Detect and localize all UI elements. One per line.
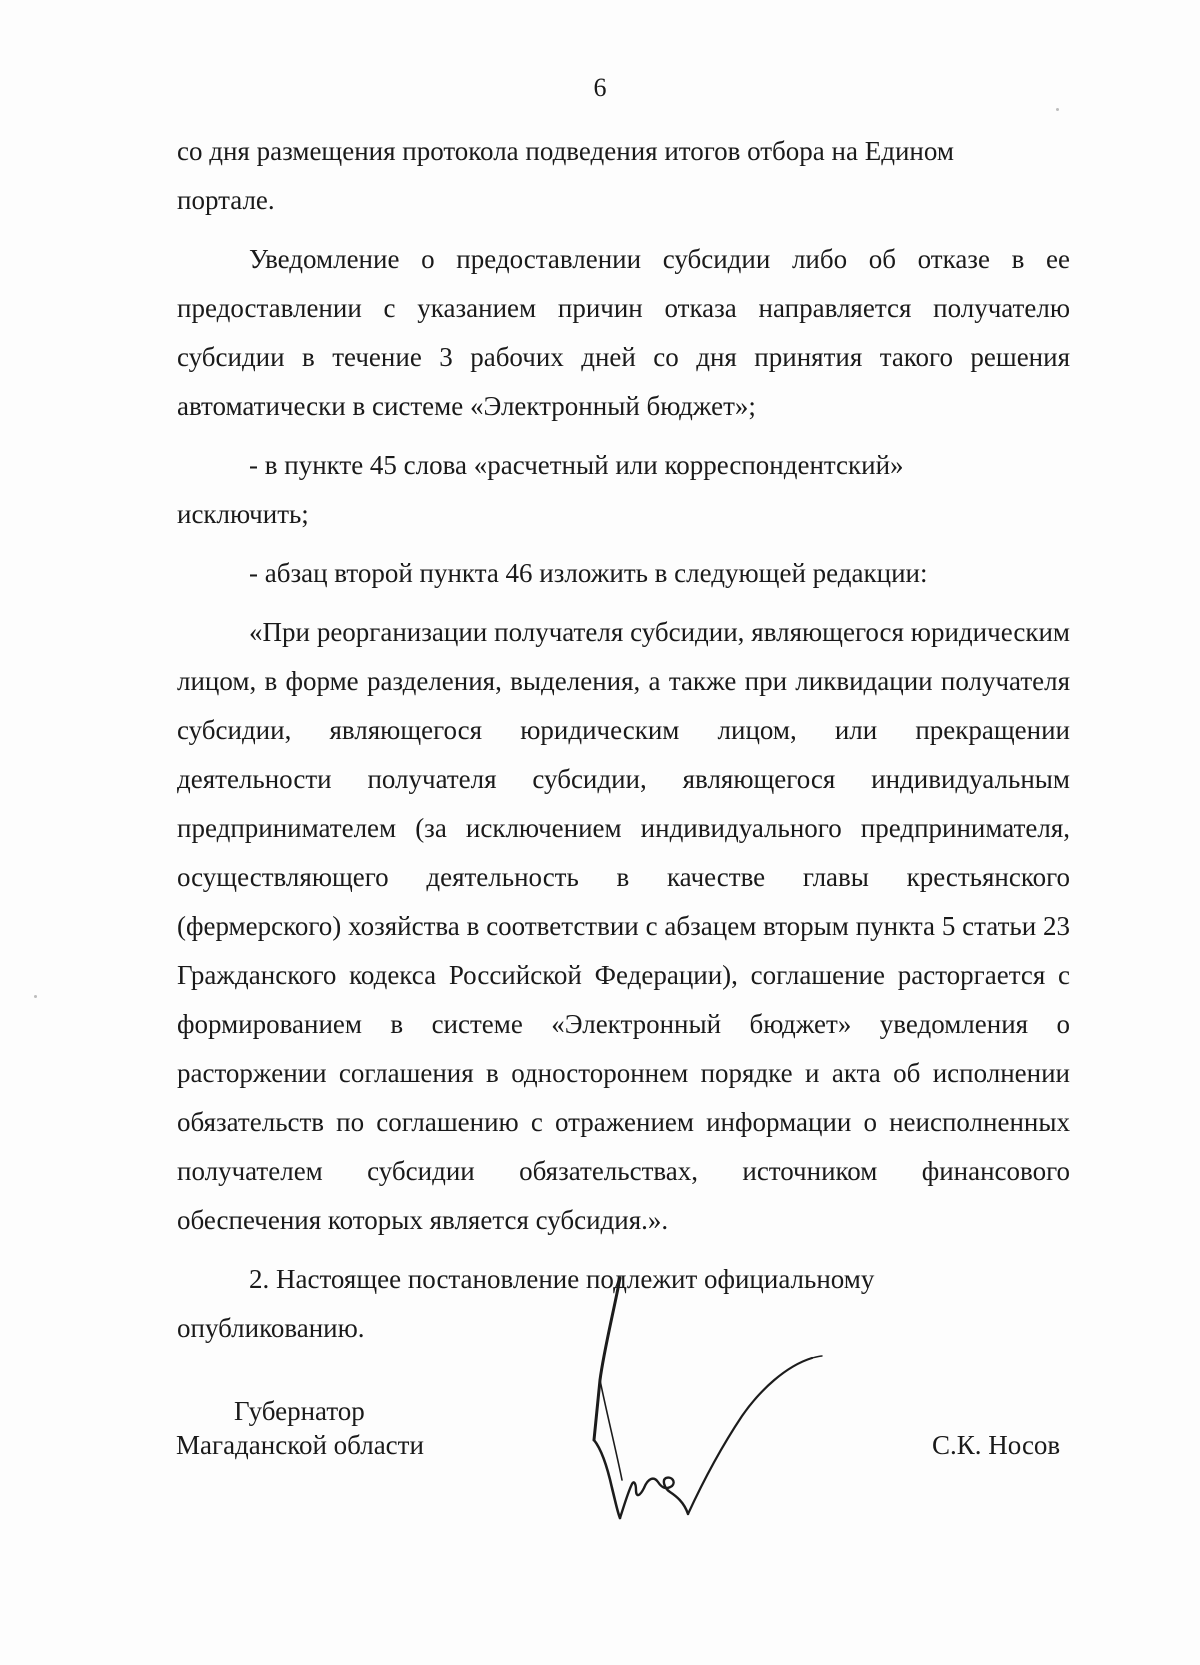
scan-artifact [34, 995, 37, 998]
paragraph-reorganization: «При реорганизации получателя субсидии, являющегося юридическим лицом, в форме разделения, выделения, а также при ликвидации получателя субсидии, являющегося юридическим лицом, или прекращении деятельности получателя субсидии, являющегося индивидуальным предпринимателем (за исключением индивидуального предпринимателя, осуществляющего деятельность в качестве главы крестьянского (фермерского) хозяйства в соответствии с абзацем вторым пункта 5 статьи 23 Гражданского кодекса Российской Федерации), соглашение расторгается с формированием в системе «Электронный бюджет» уведомления о расторжении соглашения в одностороннем порядке и акта об исполнении обязательств по соглашению с отражением информации о неисполненных получателем субсидии обязательствах, источником финансового обеспечения которых является субсидия.». [177, 617, 1070, 1235]
signatory-region: Магаданской области [176, 1430, 424, 1460]
signatory-title: Губернатор [234, 1396, 365, 1426]
paragraph-publication-line: 2. Настоящее постановление подлежит официальному [249, 1264, 875, 1294]
paragraph-notification: Уведомление о предоставлении субсидии либо об отказе в ее предоставлении с указанием причин отказа направляется получателю субсидии в течение 3 рабочих дней со дня принятия такого решения автоматически в системе «Электронный бюджет»; [177, 244, 1070, 421]
paragraph-publication-end: опубликованию. [177, 1313, 365, 1343]
paragraph-item-45-line: - в пункте 45 слова «расчетный или корреспондентский» [249, 450, 904, 480]
signatory-position [176, 1394, 424, 1462]
paragraph-item-46: - абзац второй пункта 46 изложить в следующей редакции: [249, 558, 928, 588]
signatory-name: С.К. Носов [932, 1430, 1061, 1460]
paragraph-item-45-end: исключить; [177, 499, 309, 529]
handwritten-signature [590, 1270, 870, 1530]
paragraph-continuation-end: портале. [177, 185, 275, 215]
page-number: 6 [593, 73, 607, 102]
paragraph-continuation-line: со дня размещения протокола подведения итогов отбора на Едином [177, 136, 954, 166]
scan-artifact [1056, 108, 1059, 111]
